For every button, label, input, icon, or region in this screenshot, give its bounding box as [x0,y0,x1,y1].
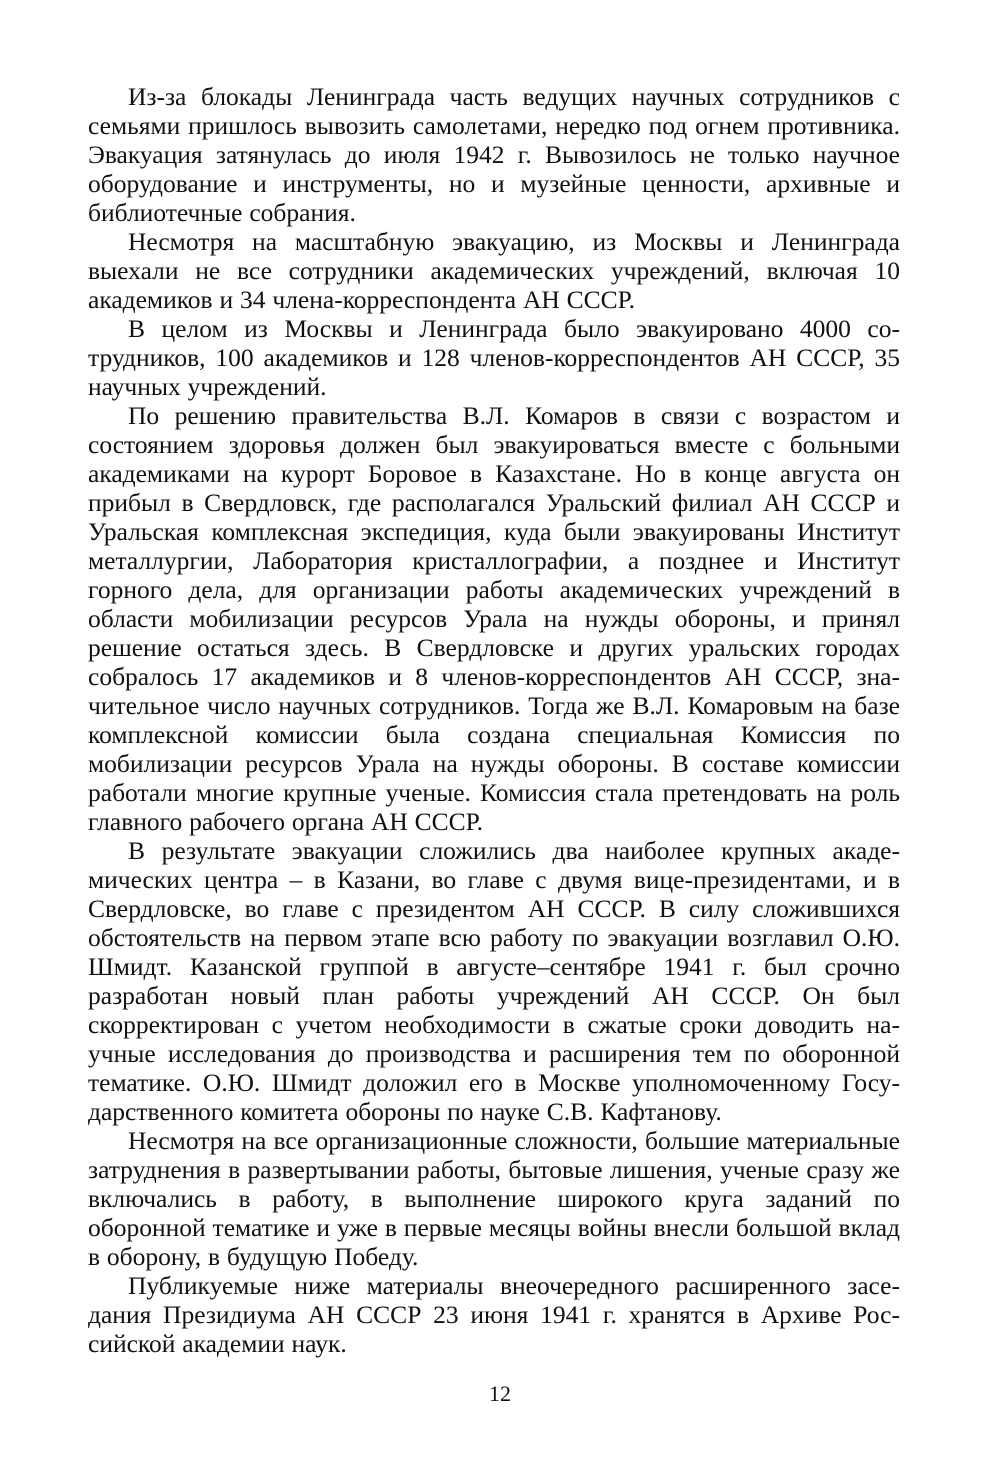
paragraph-5: В результате эвакуации сложились два наиболее крупных академических центра – в Казани, во главе с двумя вице-президентами, и в Свердловске, во главе с президентом АН СССР. В силу сложившихся обстоятельств на первом этапе всю работу по эвакуации возглавил О.Ю. Шмидт. Казанской группой в августе–сентябре 1941 г. был срочно разработан новый план работы учреждений АН СССР. Он был скорректирован с учетом необходимости в сжатые сроки доводить научные исследования до производства и расширения тем по оборонной тематике. О.Ю. Шмидт доложил его в Москве уполномоченному Государственного комитета обороны по науке С.В. Кафтанову. [88,836,900,1126]
paragraph-7: Публикуемые ниже материалы внеочередного расширенного заседания Президиума АН СССР 23 июня 1941 г. хранятся в Архиве Российской академии наук. [88,1271,900,1358]
paragraph-1: Из-за блокады Ленинграда часть ведущих научных сотрудников с семьями пришлось вывозить самолетами, нередко под огнем противника. Эвакуация затянулась до июля 1942 г. Вывозилось не только научное оборудование и инструменты, но и музейные ценности, архивные и библиотечные собрания. [88,82,900,227]
page-number: 12 [489,1381,511,1406]
paragraph-2: Несмотря на масштабную эвакуацию, из Москвы и Ленинграда выехали не все сотрудники академических учреждений, включая 10 академиков и 34 члена-корреспондента АН СССР. [88,227,900,314]
paragraph-6: Несмотря на все организационные сложности, большие материальные затруднения в развертывании работы, бытовые лишения, ученые сразу же включались в работу, в выполнение широкого круга заданий по оборонной тематике и уже в первые месяцы войны внесли большой вклад в оборону, в будущую Победу. [88,1126,900,1271]
page-body [88,82,900,1358]
paragraph-4: По решению правительства В.Л. Комаров в связи с возрастом и состоянием здоровья должен был эвакуироваться вместе с больными академиками на курорт Боровое в Казахстане. Но в конце августа он прибыл в Свердловск, где располагался Уральский филиал АН СССР и Уральская комплексная экспедиция, куда были эвакуированы Институт металлургии, Лаборатория кристаллографии, а позднее и Институт горного дела, для организации работы академических учреждений в области мобилизации ресурсов Урала на нужды обороны, и принял решение остаться здесь. В Свердловске и других уральских городах собралось 17 академиков и 8 членов-корреспондентов АН СССР, значительное число научных сотрудников. Тогда же В.Л. Комаровым на базе комплексной комиссии была создана специальная Комиссия по мобилизации ресурсов Урала на нужды обороны. В составе комиссии работали многие крупные ученые. Комиссия стала претендовать на роль главного рабочего органа АН СССР. [88,401,900,836]
paragraph-3: В целом из Москвы и Ленинграда было эвакуировано 4000 сотрудников, 100 академиков и 128 членов-корреспондентов АН СССР, 35 научных учреждений. [88,314,900,401]
